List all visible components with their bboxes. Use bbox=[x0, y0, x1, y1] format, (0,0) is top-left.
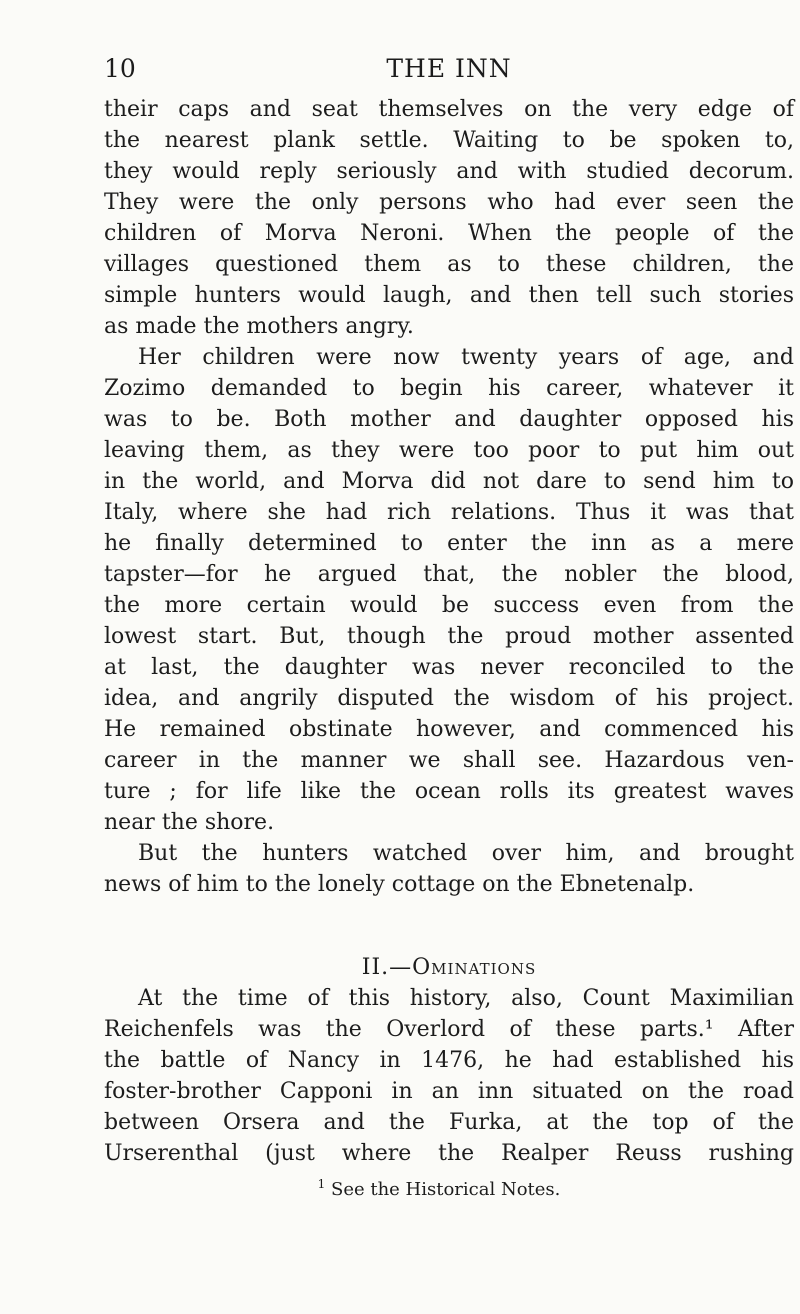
footnote-marker: 1 bbox=[317, 1177, 326, 1191]
text-line: Italy, where she had rich relations. Thus it was that bbox=[104, 500, 794, 525]
text-line: lowest start. But, though the proud mother assented bbox=[104, 624, 794, 649]
paragraph-2 bbox=[104, 342, 794, 838]
text-line: career in the manner we shall see. Hazardous ven- bbox=[104, 748, 794, 773]
text-line: Her children were now twenty years of age, and bbox=[138, 345, 794, 370]
text-line: they would reply seriously and with studied decorum. bbox=[104, 159, 794, 184]
text-line: Urserenthal (just where the Realper Reuss rushing bbox=[104, 1141, 794, 1166]
book-page bbox=[104, 48, 794, 1202]
text-line: as made the mothers angry. bbox=[104, 314, 414, 339]
page-number: 10 bbox=[104, 54, 136, 83]
text-line: idea, and angrily disputed the wisdom of his project. bbox=[104, 686, 794, 711]
running-title: THE INN bbox=[386, 54, 512, 83]
text-line: tapster—for he argued that, the nobler the blood, bbox=[104, 562, 794, 587]
text-line: leaving them, as they were too poor to put him out bbox=[104, 438, 794, 463]
page-header bbox=[104, 48, 794, 88]
text-line: simple hunters would laugh, and then tell such stories bbox=[104, 283, 794, 308]
text-line: ture ; for life like the ocean rolls its greatest waves bbox=[104, 779, 794, 804]
text-line: the more certain would be success even from the bbox=[104, 593, 794, 618]
text-line: foster-brother Capponi in an inn situated on the road bbox=[104, 1079, 794, 1104]
text-line: at last, the daughter was never reconciled to the bbox=[104, 655, 794, 680]
section-heading: II.—Ominations bbox=[361, 955, 537, 980]
text-line: He remained obstinate however, and commenced his bbox=[104, 717, 794, 742]
text-line: between Orsera and the Furka, at the top of the bbox=[104, 1110, 794, 1135]
text-line: their caps and seat themselves on the very edge of bbox=[104, 97, 794, 122]
body-text bbox=[104, 94, 794, 1202]
footnote-text: See the Historical Notes. bbox=[330, 1179, 561, 1200]
text-line: he finally determined to enter the inn as a mere bbox=[104, 531, 794, 556]
text-line: news of him to the lonely cottage on the Ebnetenalp. bbox=[104, 872, 695, 897]
text-line: children of Morva Neroni. When the people of the bbox=[104, 221, 794, 246]
text-line: Reichenfels was the Overlord of these parts.¹ After bbox=[104, 1017, 794, 1042]
text-line: in the world, and Morva did not dare to send him to bbox=[104, 469, 794, 494]
text-line: villages questioned them as to these children, the bbox=[104, 252, 794, 277]
text-line: near the shore. bbox=[104, 810, 275, 835]
text-line: They were the only persons who had ever seen the bbox=[104, 190, 794, 215]
text-line: At the time of this history, also, Count Maximilian bbox=[138, 986, 794, 1011]
text-line: Zozimo demanded to begin his career, whatever it bbox=[104, 376, 794, 401]
footnote bbox=[104, 1178, 794, 1202]
text-line: But the hunters watched over him, and brought bbox=[138, 841, 794, 866]
text-line: the battle of Nancy in 1476, he had established his bbox=[104, 1048, 794, 1073]
paragraph-1 bbox=[104, 94, 794, 342]
text-line: was to be. Both mother and daughter opposed his bbox=[104, 407, 794, 432]
text-line: the nearest plank settle. Waiting to be spoken to, bbox=[104, 128, 794, 153]
paragraph-3 bbox=[104, 838, 794, 900]
paragraph-4 bbox=[104, 983, 794, 1169]
